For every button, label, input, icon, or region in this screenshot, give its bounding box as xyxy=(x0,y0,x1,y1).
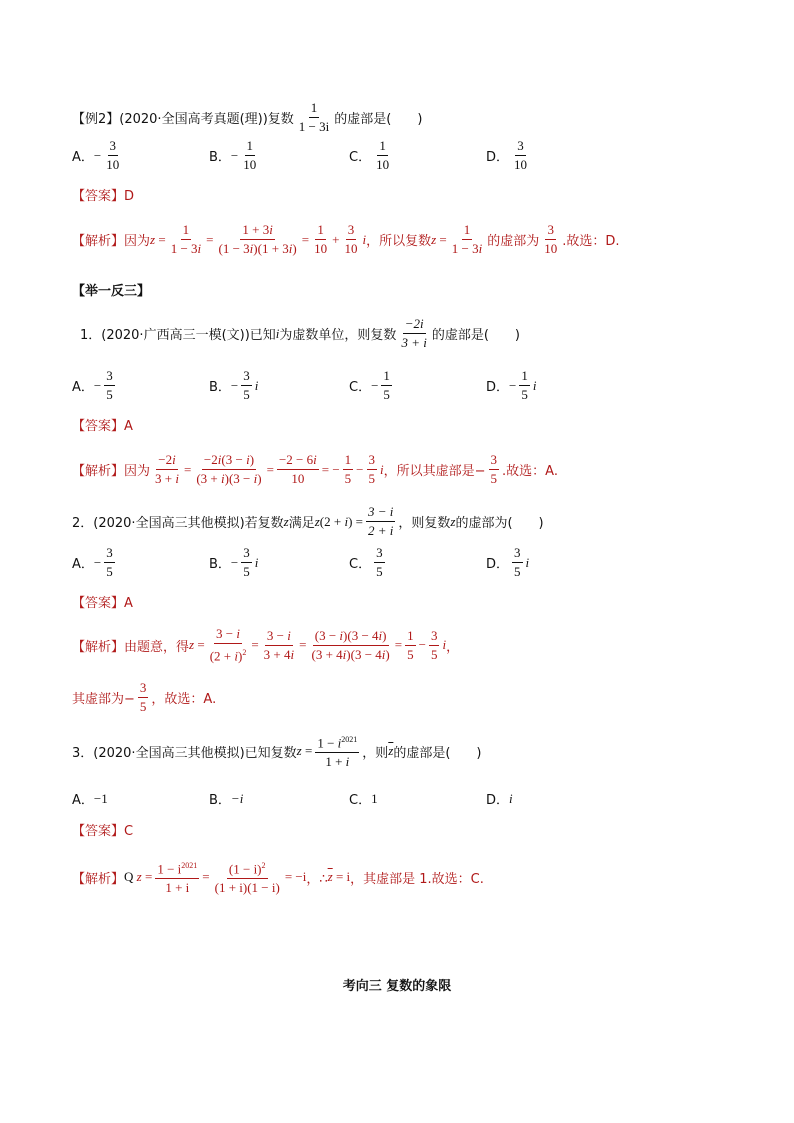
answer-line: 【答案】A xyxy=(72,596,133,611)
analysis-line: 【解析】 由题意，得 z = $\frac{3 - i}{(2 + i)^2}$ = $\frac{3 - i}{3 + 4i}$ = $\frac{(3 - i)(3 - 4i)}{(3 + 4i)(3 - 4i)}$ = $\frac{1}{5}$ − $\frac{3}{5}$ i ， xyxy=(72,626,460,664)
analysis-line: 【解析】 因为 $\frac{-2i}{3 + i}$ = $\frac{-2i(3 - i)}{(3 + i)(3 - i)}$ = $\frac{-2 - 6i}{10}$ = − $\frac{1}{5}$ − $\frac{3}{5}$ i ，所以其虚部是− $\frac{3}{5}$ .故选：A. xyxy=(72,452,558,486)
stem-fraction: $\frac{-2i}{3 + i}$ xyxy=(401,316,427,350)
option-c: C． − $\frac{1}{5}$ xyxy=(349,368,390,402)
answer-line: 【答案】C xyxy=(72,824,134,839)
example-2-stem xyxy=(72,100,422,135)
question-1-stem: 1． (2020·广西高三一模(文))已知 i 为虚数单位，则复数 $\frac{-2i}{3 + i}$ 的虚部是( ) xyxy=(80,316,520,350)
analysis-line: 【解析】 因为 z = $\frac{1}{1 - 3i}$ = $\frac{1 + 3i}{(1 - 3i)(1 + 3i)}$ = $\frac{1}{10}$ + $\frac{3}{10}$ i ，所以复数 z = $\frac{1}{1 - 3i}$ 的虚部为 $\frac{3}{10}$ .故选：D. xyxy=(72,222,620,256)
option-a: A． − $\frac{3}{10}$ xyxy=(72,138,120,172)
section-heading: 考向三 复数的象限 xyxy=(342,979,452,994)
option-b: B． − $\frac{3}{5}$ i xyxy=(209,368,259,402)
option-d: D． i xyxy=(486,790,513,808)
stem-fraction: $\frac{1}{1 - 3i}$ xyxy=(298,100,330,134)
option-b: B． − $\frac{1}{10}$ xyxy=(209,138,257,172)
option-b: B． − $\frac{3}{5}$ i xyxy=(209,545,259,579)
question-2-stem: 2． (2020·全国高三其他模拟)若复数 z 满足 z (2 + i) = $\frac{3 - i}{2 + i}$ ，则复数 z 的虚部为( ) xyxy=(72,504,544,538)
analysis-line-2: 其虚部为− $\frac{3}{5}$ ，故选：A. xyxy=(72,680,217,714)
question-3-stem: 3． (2020·全国高三其他模拟)已知复数 z = $\frac{1 - i^{2021}}{1 + i}$ ，则 $\overline{z}$ 的虚部是( ) xyxy=(72,732,482,770)
option-d: D． $\frac{3}{10}$ xyxy=(486,138,528,172)
section-title: 【举一反三】 xyxy=(72,284,151,299)
option-b: B． −i xyxy=(209,790,244,808)
analysis-line: 【解析】 Q z = $\frac{1 - i^{2021}}{1 + i}$ = $\frac{(1 - i)^2}{(1 + i)(1 - i)}$ = −i ，∴ $\overline{z}$ = i ，其虚部是 1.故选：C. xyxy=(72,858,484,896)
stem-tail: 的虚部是( ) xyxy=(334,112,423,127)
stem-fraction: $\frac{3 - i}{2 + i}$ xyxy=(368,504,394,538)
option-a: A． −1 xyxy=(72,790,108,808)
option-d: D． $\frac{3}{5}$ i xyxy=(486,545,530,579)
example-tag: 【例2】 xyxy=(72,112,120,127)
option-c: C． $\frac{1}{10}$ xyxy=(349,138,390,172)
option-a: A． − $\frac{3}{5}$ xyxy=(72,368,113,402)
stem-fraction: $\frac{1 - i^{2021}}{1 + i}$ xyxy=(315,732,359,770)
option-c: C． $\frac{3}{5}$ xyxy=(349,545,383,579)
option-d: D． − $\frac{1}{5}$ i xyxy=(486,368,537,402)
answer-line: 【答案】A xyxy=(72,419,133,434)
example-source: (2020·全国高考真题(理))复数 xyxy=(119,112,294,127)
answer-line: 【答案】D xyxy=(72,189,135,204)
option-c: C． 1 xyxy=(349,790,378,808)
option-a: A． − $\frac{3}{5}$ xyxy=(72,545,113,579)
